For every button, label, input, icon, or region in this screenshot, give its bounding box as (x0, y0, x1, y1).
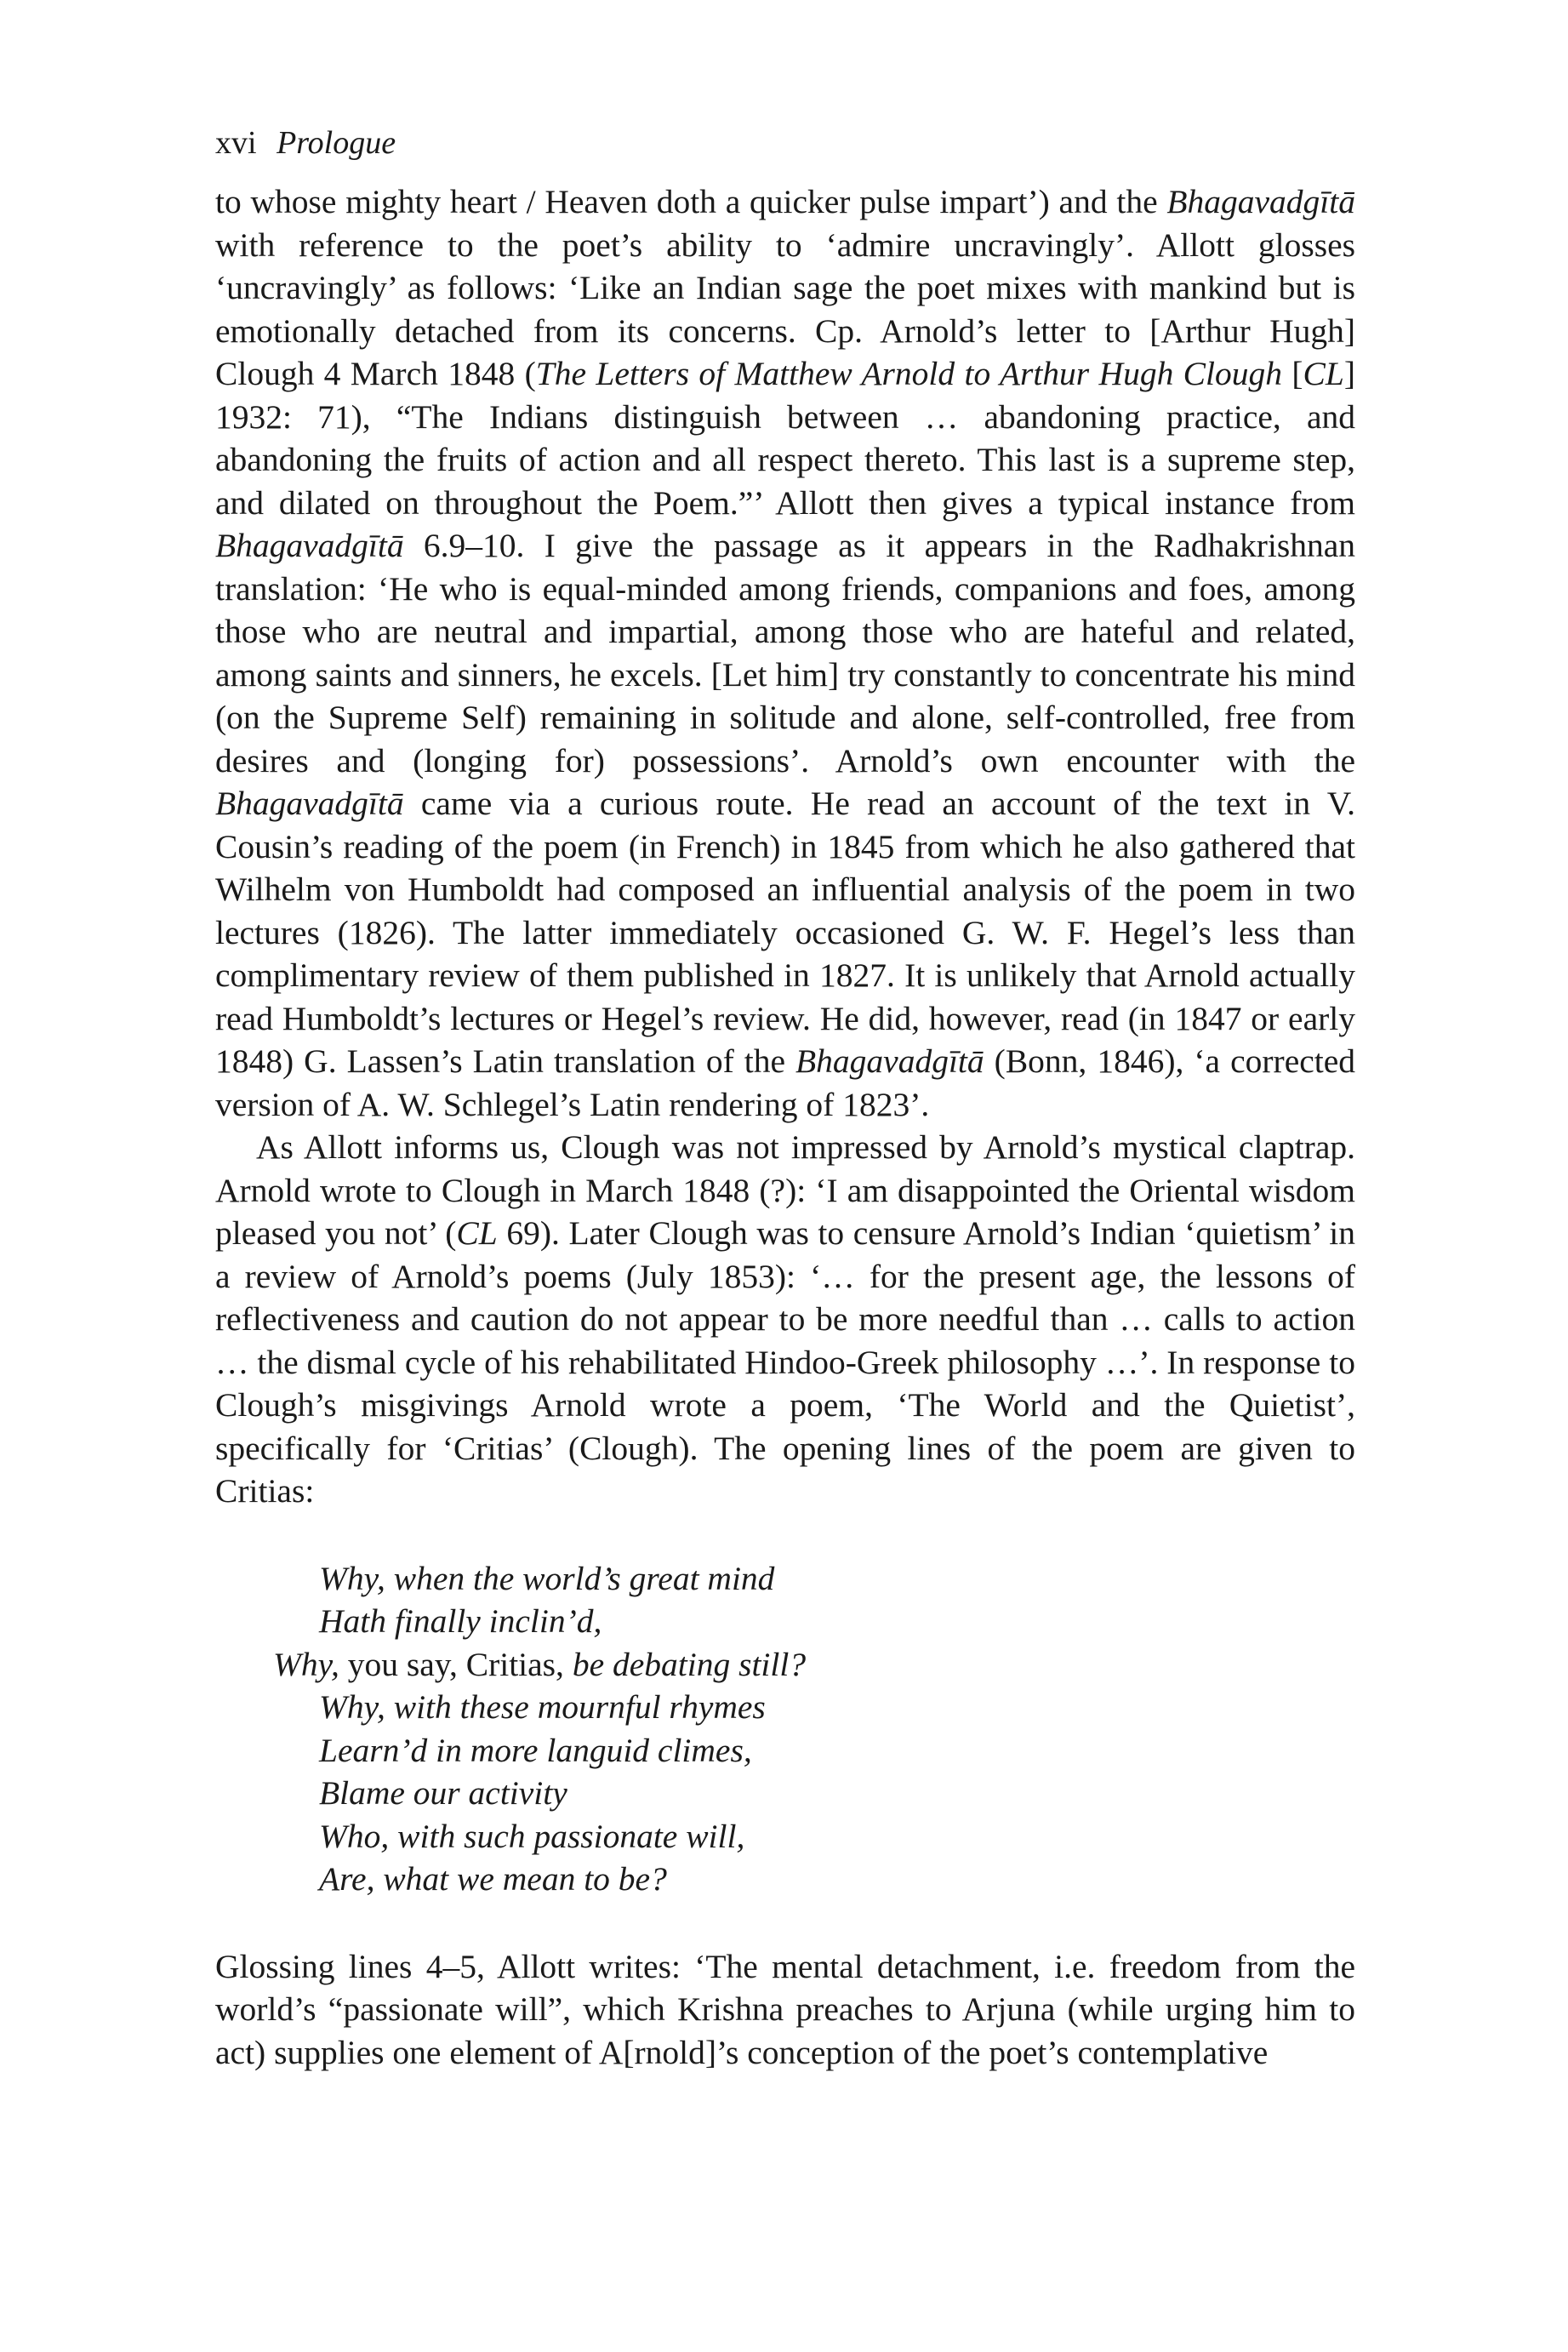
verse-line-3 (215, 1643, 1355, 1687)
paragraph-1-run-1: to whose mighty heart / Heaven doth a quicker pulse impart’) and the (215, 183, 1167, 220)
verse-line-1 (215, 1557, 1355, 1601)
verse-line-4 (215, 1686, 1355, 1729)
verse-line-5 (215, 1729, 1355, 1773)
paragraph-1-run-4: The Letters of Matthew Arnold to Arthur Hugh Clough (535, 355, 1282, 392)
paragraph-3 (215, 1945, 1355, 2075)
verse-line-8-run-1: Are, what we mean to be? (319, 1860, 667, 1898)
paragraph-1-run-12: Bhagavadgītā (795, 1042, 984, 1080)
paragraph-1 (215, 180, 1355, 1126)
paragraph-1-run-6: CL (1303, 355, 1344, 392)
verse-line-5-run-1: Learn’d in more languid climes, (319, 1731, 752, 1769)
verse-line-7 (215, 1815, 1355, 1858)
verse-line-3-run-2: you say, Critias, (339, 1645, 573, 1683)
paragraph-1-run-13: (Bonn, 1846), ‘a corrected version of A. W. Schlegel’s Latin rendering of 1823’. (215, 1042, 1356, 1123)
paragraph-3-run-1: Glossing lines 4–5, Allott writes: ‘The mental detachment, i.e. freedom from the world’s “passionate will”, which Krishna preaches to Arjuna (while urging him to act) supplies one element of A[rnold]’s conception of the poet’s contemplative (215, 1947, 1355, 2071)
verse-line-6 (215, 1772, 1355, 1815)
running-head (215, 124, 396, 162)
verse-line-8 (215, 1858, 1355, 1901)
paragraph-1-run-2: Bhagavadgītā (1166, 183, 1355, 220)
verse-line-7-run-1: Who, with such passionate will, (319, 1817, 745, 1855)
main-text (215, 180, 1355, 2074)
paragraph-2-run-2: CL (456, 1214, 498, 1252)
verse-line-3-run-3: be debating still? (572, 1645, 807, 1683)
paragraph-1-run-7: ] 1932: 71), “The Indians distinguish between … abandoning practice, and abandoning the fruits of action and all respect thereto. This last is a supreme step, and dilated on throughout the Poem.”’ Allott then gives a typical instance from (215, 355, 1355, 522)
verse-line-2-run-1: Hath finally inclin’d, (319, 1602, 602, 1640)
paragraph-1-run-9: 6.9–10. I give the passage as it appears in the Radhakrishnan translation: ‘He who is equal-minded among friends, companions and foes, among those who are neutral and impartial, among those who are hateful and related, among saints and sinners, he excels. [Let him] try constantly to concentrate his mind (on the Supreme Self) remaining in solitude and alone, self-controlled, free from desires and (longing for) possessions’. Arnold’s own encounter with the (215, 527, 1355, 779)
page-number: xvi (215, 125, 257, 161)
running-head-title: Prologue (277, 125, 396, 161)
paragraph-2-run-1: As Allott informs us, Clough was not impressed by Arnold’s mystical claptrap. Arnold wrote to Clough in March 1848 (?): ‘I am disappointed the Oriental wisdom pleased you not’ ( (215, 1128, 1355, 1252)
paragraph-2 (215, 1126, 1355, 1513)
verse-line-1-run-1: Why, when the world’s great mind (319, 1559, 775, 1597)
verse-line-4-run-1: Why, with these mournful rhymes (319, 1688, 766, 1726)
paragraph-1-run-3: with reference to the poet’s ability to ‘admire uncravingly’. Allott glosses ‘uncravingly’ as follows: ‘Like an Indian sage the poet mixes with mankind but is emotionally detached from its concerns. Cp. Arnold’s letter to [Arthur Hugh] Clough 4 March 1848 ( (215, 225, 1355, 392)
paragraph-1-run-10: Bhagavadgītā (215, 785, 404, 822)
verse-line-2 (215, 1600, 1355, 1643)
poem-quotation (215, 1557, 1355, 1901)
verse-line-6-run-1: Blame our activity (319, 1774, 567, 1812)
paragraph-1-run-11: came via a curious route. He read an account of the text in V. Cousin’s reading of the poem (in French) in 1845 from which he also gathered that Wilhelm von Humboldt had composed an influential analysis of the poem in two lectures (1826). The latter immediately occasioned G. W. F. Hegel’s less than complimentary review of them published in 1827. It is unlikely that Arnold actually read Humboldt’s lectures or Hegel’s review. He did, however, read (in 1847 or early 1848) G. Lassen’s Latin translation of the (215, 785, 1355, 1080)
verse-line-3-run-1: Why, (273, 1645, 339, 1683)
paragraph-1-run-8: Bhagavadgītā (215, 527, 404, 564)
paragraph-1-run-5: [ (1282, 355, 1303, 392)
paragraph-2-run-3: 69). Later Clough was to censure Arnold’s Indian ‘quietism’ in a review of Arnold’s poems (July 1853): ‘… for the present age, the lessons of reflectiveness and caution do not appear to be more needful than … calls to action … the dismal cycle of his rehabilitated Hindoo-Greek philosophy …’. In response to Clough’s misgivings Arnold wrote a poem, ‘The World and the Quietist’, specifically for ‘Critias’ (Clough). The opening lines of the poem are given to Critias: (215, 1214, 1356, 1510)
